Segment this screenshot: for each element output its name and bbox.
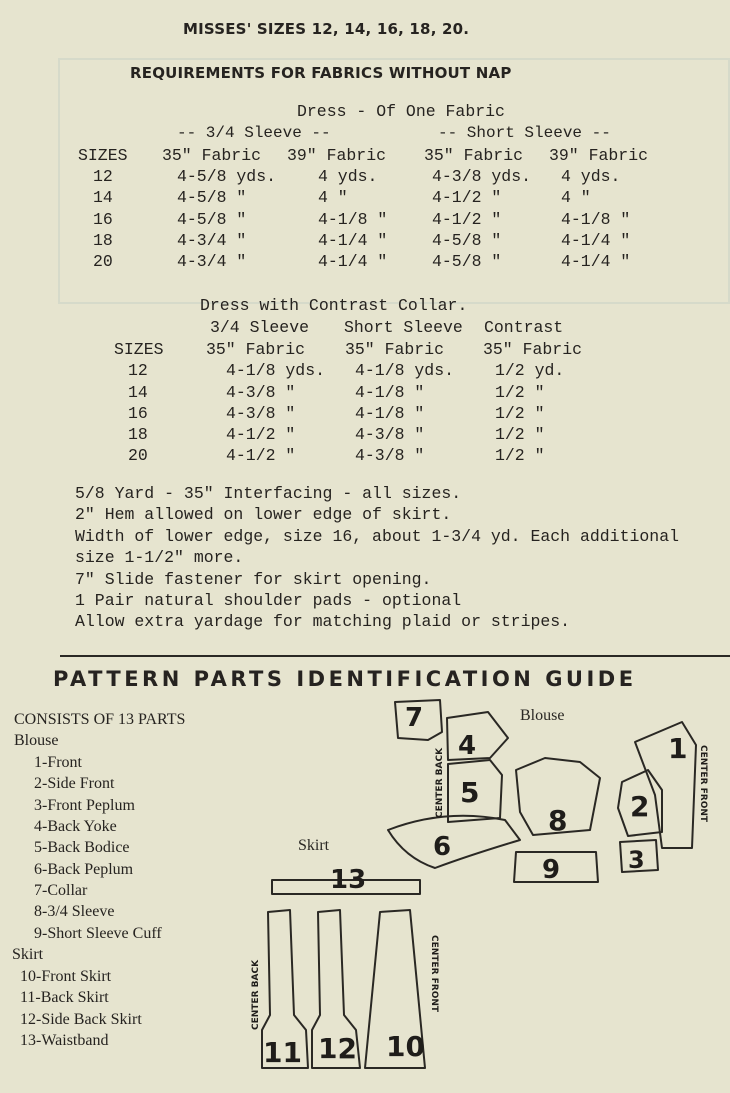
list-item: 6-Back Peplum (34, 861, 134, 878)
table-cell: 4 " (561, 188, 591, 207)
table1-col-sizes: SIZES (78, 146, 128, 165)
list-item: 10-Front Skirt (20, 968, 112, 985)
table-cell: 4 " (318, 188, 348, 207)
table2-head-contrast: Contrast (484, 318, 564, 337)
parts-blouse-label: Blouse (14, 732, 59, 749)
list-item: 8-3/4 Sleeve (34, 903, 115, 920)
piece-number: 13 (330, 865, 367, 895)
list-item: 7-Collar (34, 882, 88, 899)
table2-col-sizes: SIZES (114, 340, 164, 359)
diagram-skirt-label: Skirt (298, 837, 330, 854)
table-row: 20 (128, 446, 148, 465)
table-cell: 4-1/8 " (561, 210, 631, 229)
table-cell: 4-1/8 " (318, 210, 388, 229)
piece-number: 11 (263, 1036, 302, 1069)
list-item: 2-Side Front (34, 775, 115, 792)
table-cell: 4-1/2 " (226, 425, 296, 444)
piece-number: 12 (318, 1032, 357, 1065)
table2-col1: 35" Fabric (206, 340, 306, 359)
table1-col4: 39" Fabric (549, 146, 649, 165)
table-cell: 4-1/4 " (561, 252, 631, 271)
table-cell: 4-3/8 " (355, 425, 425, 444)
center-front-label-blouse: CENTER FRONT (698, 745, 708, 823)
note-line: Width of lower edge, size 16, about 1-3/4 yd. Each additional (75, 527, 679, 546)
table1-title: Dress - Of One Fabric (297, 102, 505, 121)
piece-number: 7 (405, 703, 424, 733)
table-row: 12 (93, 167, 113, 186)
piece-number: 3 (628, 846, 645, 874)
table-cell: 4-1/8 " (355, 404, 425, 423)
table-cell: 4-3/8 yds. (432, 167, 532, 186)
table-cell: 4-1/8 yds. (226, 361, 326, 380)
table-row: 20 (93, 252, 113, 271)
table-cell: 4 yds. (318, 167, 378, 186)
list-item: 11-Back Skirt (20, 989, 109, 1006)
list-item: 9-Short Sleeve Cuff (34, 925, 162, 942)
table-cell: 4-5/8 " (177, 188, 247, 207)
table2-col3: 35" Fabric (483, 340, 583, 359)
table-cell: 4-1/8 yds. (355, 361, 455, 380)
table-cell: 4-3/8 " (226, 404, 296, 423)
table1-col2: 39" Fabric (287, 146, 387, 165)
diagram-blouse-label: Blouse (520, 707, 565, 724)
table1-col1: 35" Fabric (162, 146, 262, 165)
table-cell: 4-1/4 " (318, 231, 388, 250)
table1-group-three-quarter: -- 3/4 Sleeve -- (177, 124, 331, 142)
piece-number: 9 (542, 855, 561, 885)
table-row: 14 (93, 188, 113, 207)
table-cell: 4-1/2 " (432, 188, 502, 207)
parts-title: CONSISTS OF 13 PARTS (14, 711, 186, 728)
list-item: 13-Waistband (20, 1032, 109, 1049)
table-row: 18 (93, 231, 113, 250)
note-line: 7" Slide fastener for skirt opening. (75, 570, 432, 589)
center-back-label-skirt: CENTER BACK (251, 959, 261, 1030)
sizes-heading: MISSES' SIZES 12, 14, 16, 18, 20. (183, 20, 470, 38)
piece-number: 5 (460, 776, 480, 809)
table-cell: 1/2 " (495, 446, 545, 465)
piece-number: 2 (630, 790, 650, 823)
table-cell: 4-1/2 " (226, 446, 296, 465)
table-row: 16 (93, 210, 113, 229)
table1-col3: 35" Fabric (424, 146, 524, 165)
note-line: size 1-1/2" more. (75, 548, 244, 567)
parts-skirt-label: Skirt (12, 946, 44, 963)
list-item: 4-Back Yoke (34, 818, 117, 835)
table-row: 16 (128, 404, 148, 423)
piece-number: 6 (433, 832, 452, 862)
note-line: Allow extra yardage for matching plaid or stripes. (75, 612, 571, 631)
table-cell: 4-1/4 " (318, 252, 388, 271)
table2-title: Dress with Contrast Collar. (200, 296, 468, 315)
piece-6-back-peplum (388, 816, 520, 868)
guide-title: PATTERN PARTS IDENTIFICATION GUIDE (53, 667, 637, 691)
center-back-label-blouse: CENTER BACK (435, 747, 445, 818)
note-line: 2" Hem allowed on lower edge of skirt. (75, 505, 452, 524)
table-row: 18 (128, 425, 148, 444)
note-line: 5/8 Yard - 35" Interfacing - all sizes. (75, 484, 462, 503)
note-line: 1 Pair natural shoulder pads - optional (75, 591, 462, 610)
table1-group-short: -- Short Sleeve -- (438, 124, 611, 142)
table-cell: 4-3/4 " (177, 231, 247, 250)
piece-number: 10 (386, 1030, 425, 1063)
table-cell: 4 yds. (561, 167, 621, 186)
table-cell: 4-1/8 " (355, 383, 425, 402)
table-cell: 4-1/2 " (432, 210, 502, 229)
table2-head-three-quarter: 3/4 Sleeve (210, 318, 310, 337)
table-cell: 4-5/8 " (432, 231, 502, 250)
table-cell: 1/2 " (495, 404, 545, 423)
table-row: 12 (128, 361, 148, 380)
table-cell: 1/2 " (495, 383, 545, 402)
piece-number: 4 (458, 731, 477, 761)
list-item: 5-Back Bodice (34, 839, 130, 856)
piece-4-back-yoke (447, 712, 508, 760)
list-item: 3-Front Peplum (34, 797, 135, 814)
table-cell: 4-3/8 " (355, 446, 425, 465)
table-cell: 1/2 " (495, 425, 545, 444)
table-cell: 4-5/8 yds. (177, 167, 277, 186)
table-cell: 4-5/8 " (432, 252, 502, 271)
table-cell: 1/2 yd. (495, 361, 565, 380)
list-item: 12-Side Back Skirt (20, 1011, 142, 1028)
table2-head-short: Short Sleeve (344, 318, 463, 337)
table2-col2: 35" Fabric (345, 340, 445, 359)
list-item: 1-Front (34, 754, 82, 771)
table-row: 14 (128, 383, 148, 402)
piece-number: 8 (548, 804, 568, 837)
table-cell: 4-1/4 " (561, 231, 631, 250)
piece-number: 1 (668, 732, 688, 765)
center-front-label-skirt: CENTER FRONT (429, 935, 439, 1013)
table-cell: 4-3/4 " (177, 252, 247, 271)
table-cell: 4-5/8 " (177, 210, 247, 229)
requirements-title: REQUIREMENTS FOR FABRICS WITHOUT NAP (130, 64, 512, 82)
table-cell: 4-3/8 " (226, 383, 296, 402)
